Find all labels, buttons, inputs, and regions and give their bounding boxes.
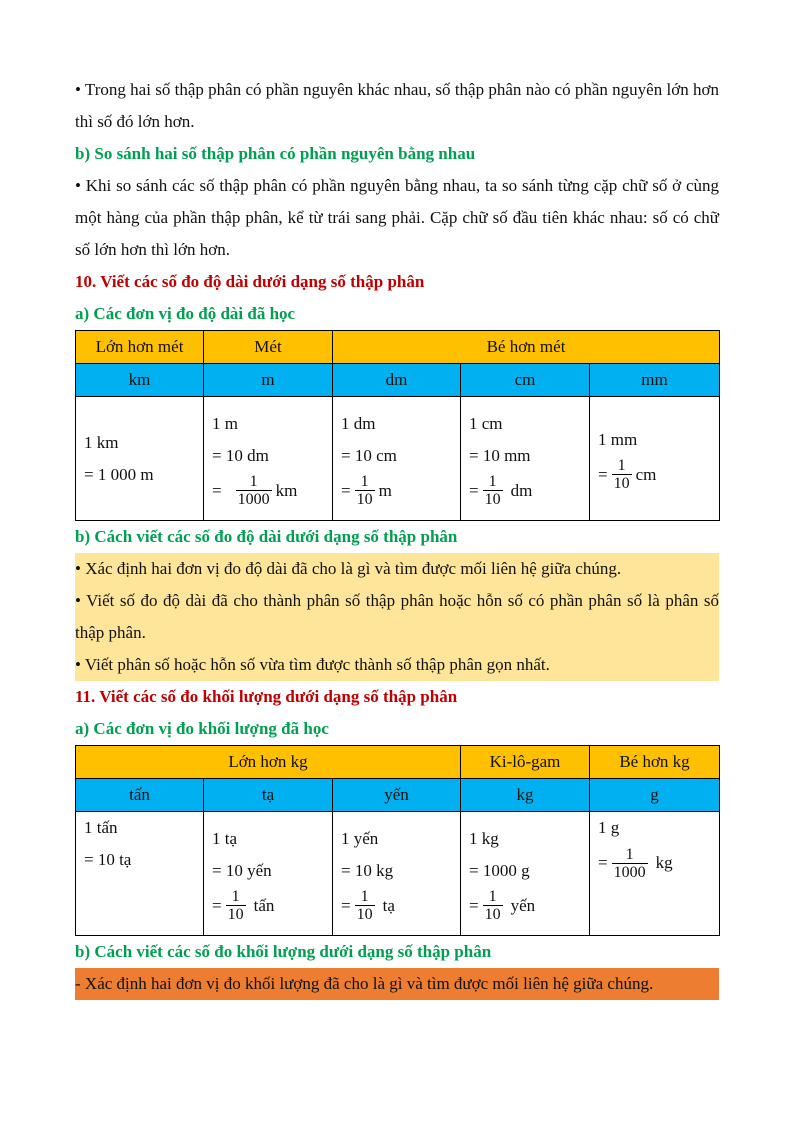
fraction-numerator: 1 bbox=[226, 888, 246, 906]
fraction-unit: dm bbox=[510, 480, 533, 500]
length-units-table bbox=[75, 330, 720, 521]
fraction bbox=[355, 473, 375, 508]
fraction-denominator: 10 bbox=[613, 475, 630, 492]
cell-g-line1: 1 g bbox=[598, 818, 620, 837]
cell-mm-fraction-line bbox=[598, 456, 711, 494]
cell-g bbox=[590, 812, 720, 936]
cell-dm bbox=[333, 397, 461, 521]
cell-tan bbox=[76, 812, 204, 936]
cell-kg-fraction-line bbox=[469, 887, 581, 925]
header-kilogram: Ki-lô-gam bbox=[461, 746, 590, 779]
fraction-unit: yến bbox=[510, 895, 536, 915]
unit-mm: mm bbox=[590, 364, 720, 397]
section-10-title: 10. Viết các số đo độ dài dưới dạng số thập phân bbox=[75, 272, 425, 291]
equals-sign: = bbox=[212, 895, 222, 915]
cell-ta-line1: 1 tạ bbox=[212, 828, 238, 848]
fraction-denominator: 1000 bbox=[237, 491, 270, 508]
cell-m-line1: 1 m bbox=[212, 413, 238, 433]
cell-yen-line1: 1 yến bbox=[341, 828, 379, 848]
unit-km: km bbox=[76, 364, 204, 397]
length-steps-box bbox=[75, 553, 719, 681]
cell-kg bbox=[461, 812, 590, 936]
cell-cm-line1: 1 cm bbox=[469, 413, 503, 433]
fraction-denominator: 10 bbox=[227, 906, 244, 923]
fraction-denominator: 1000 bbox=[613, 863, 646, 881]
cell-g-fraction-line bbox=[598, 844, 711, 882]
section-11-sub-b: b) Cách viết các số đo khối lượng dưới dạng số thập phân bbox=[75, 942, 492, 961]
section-11-title: 11. Viết các số đo khối lượng dưới dạng số thập phân bbox=[75, 687, 458, 706]
header-smaller-than-meter: Bé hơn mét bbox=[333, 331, 720, 364]
cell-ta bbox=[204, 812, 333, 936]
cell-km-line2: = 1 000 m bbox=[84, 464, 154, 484]
cell-m-fraction-line bbox=[212, 472, 324, 510]
length-unit-row bbox=[76, 364, 720, 397]
fraction-unit: cm bbox=[635, 464, 657, 484]
fraction-numerator: 1 bbox=[355, 888, 375, 906]
equals-sign: = bbox=[341, 895, 351, 915]
section-10-sub-b: b) Cách viết các số đo độ dài dưới dạng số thập phân bbox=[75, 527, 458, 546]
mass-steps-box bbox=[75, 968, 719, 1000]
header-larger-than-kg: Lớn hơn kg bbox=[76, 746, 461, 779]
header-meter: Mét bbox=[204, 331, 333, 364]
cell-mm-line1: 1 mm bbox=[598, 429, 638, 449]
fraction-unit: km bbox=[275, 480, 298, 500]
unit-tan: tấn bbox=[76, 779, 204, 812]
length-step-3: • Viết phân số hoặc hỗn số vừa tìm được thành số thập phân gọn nhất. bbox=[75, 655, 550, 674]
mass-units-table bbox=[75, 745, 720, 936]
mass-values-row bbox=[76, 812, 720, 936]
length-values-row bbox=[76, 397, 720, 521]
equals-sign: = bbox=[469, 480, 479, 500]
fraction-unit: tấn bbox=[253, 895, 275, 915]
unit-kg: kg bbox=[461, 779, 590, 812]
fraction bbox=[612, 457, 632, 492]
fraction bbox=[226, 888, 246, 923]
cell-km-line1: 1 km bbox=[84, 432, 119, 452]
equals-sign: = bbox=[469, 895, 479, 915]
mass-step-1: - Xác định hai đơn vị đo khối lượng đã cho là gì và tìm được mối liên hệ giữa chúng. bbox=[75, 974, 654, 993]
fraction-numerator: 1 bbox=[483, 888, 503, 906]
length-group-header-row bbox=[76, 331, 720, 364]
fraction-denominator: 10 bbox=[356, 906, 373, 923]
fraction-numerator: 1 bbox=[236, 473, 272, 491]
fraction-numerator: 1 bbox=[612, 846, 648, 864]
cell-yen bbox=[333, 812, 461, 936]
fraction-denominator: 10 bbox=[356, 491, 373, 508]
unit-g: g bbox=[590, 779, 720, 812]
unit-ta: tạ bbox=[204, 779, 333, 812]
fraction-numerator: 1 bbox=[355, 473, 375, 491]
length-step-2: • Viết số đo độ dài đã cho thành phân số thập phân hoặc hỗn số có phần phân số là phân số thập phân. bbox=[75, 591, 719, 642]
equals-sign: = bbox=[598, 464, 608, 484]
equals-sign: = bbox=[341, 480, 351, 500]
fraction-denominator: 10 bbox=[484, 906, 501, 923]
mass-unit-row bbox=[76, 779, 720, 812]
cell-cm-line2: = 10 mm bbox=[469, 445, 531, 465]
fraction bbox=[355, 888, 375, 923]
cell-km bbox=[76, 397, 204, 521]
fraction bbox=[483, 473, 503, 508]
cell-ta-fraction-line bbox=[212, 887, 324, 925]
unit-yen: yến bbox=[333, 779, 461, 812]
fraction-unit: m bbox=[378, 480, 392, 500]
fraction bbox=[236, 473, 272, 508]
unit-cm: cm bbox=[461, 364, 590, 397]
cell-cm bbox=[461, 397, 590, 521]
heading-compare-equal-integer: b) So sánh hai số thập phân có phần nguyên bằng nhau bbox=[75, 144, 476, 163]
mass-group-header-row bbox=[76, 746, 720, 779]
unit-dm: dm bbox=[333, 364, 461, 397]
fraction-unit: tạ bbox=[382, 895, 395, 915]
equals-sign: = bbox=[598, 853, 608, 872]
bullet-compare-digits: • Khi so sánh các số thập phân có phần nguyên bằng nhau, ta so sánh từng cặp chữ số ở cùng một hàng của phần thập phân, kể từ trái sang phải. Cặp chữ số đầu tiên khác nhau: số có chữ số lớn hơn thì lớn hơn. bbox=[75, 176, 719, 259]
section-10-sub-a: a) Các đơn vị đo độ dài đã học bbox=[75, 304, 296, 323]
document-page bbox=[75, 74, 719, 1000]
cell-kg-line1: 1 kg bbox=[469, 828, 499, 848]
length-step-1: • Xác định hai đơn vị đo độ dài đã cho là gì và tìm được mối liên hệ giữa chúng. bbox=[75, 559, 622, 578]
fraction bbox=[612, 846, 648, 881]
cell-dm-line1: 1 dm bbox=[341, 413, 376, 433]
unit-m: m bbox=[204, 364, 333, 397]
cell-ta-line2: = 10 yến bbox=[212, 860, 272, 880]
fraction-unit: kg bbox=[655, 853, 673, 872]
fraction-denominator: 10 bbox=[484, 491, 501, 508]
fraction bbox=[483, 888, 503, 923]
cell-m bbox=[204, 397, 333, 521]
cell-tan-line1: 1 tấn bbox=[84, 818, 118, 837]
cell-tan-line2: = 10 tạ bbox=[84, 850, 132, 869]
equals-sign: = bbox=[212, 480, 222, 500]
cell-yen-fraction-line bbox=[341, 887, 452, 925]
header-larger-than-meter: Lớn hơn mét bbox=[76, 331, 204, 364]
cell-mm bbox=[590, 397, 720, 521]
bullet-integer-part-different: • Trong hai số thập phân có phần nguyên khác nhau, số thập phân nào có phần nguyên lớn hơn thì số đó lớn hơn. bbox=[75, 80, 719, 131]
cell-dm-fraction-line bbox=[341, 472, 452, 510]
header-smaller-than-kg: Bé hơn kg bbox=[590, 746, 720, 779]
fraction-numerator: 1 bbox=[612, 457, 632, 475]
cell-cm-fraction-line bbox=[469, 472, 581, 510]
cell-m-line2: = 10 dm bbox=[212, 445, 269, 465]
cell-dm-line2: = 10 cm bbox=[341, 445, 397, 465]
section-11-sub-a: a) Các đơn vị đo khối lượng đã học bbox=[75, 719, 329, 738]
cell-yen-line2: = 10 kg bbox=[341, 860, 394, 880]
cell-kg-line2: = 1000 g bbox=[469, 860, 530, 880]
fraction-numerator: 1 bbox=[483, 473, 503, 491]
